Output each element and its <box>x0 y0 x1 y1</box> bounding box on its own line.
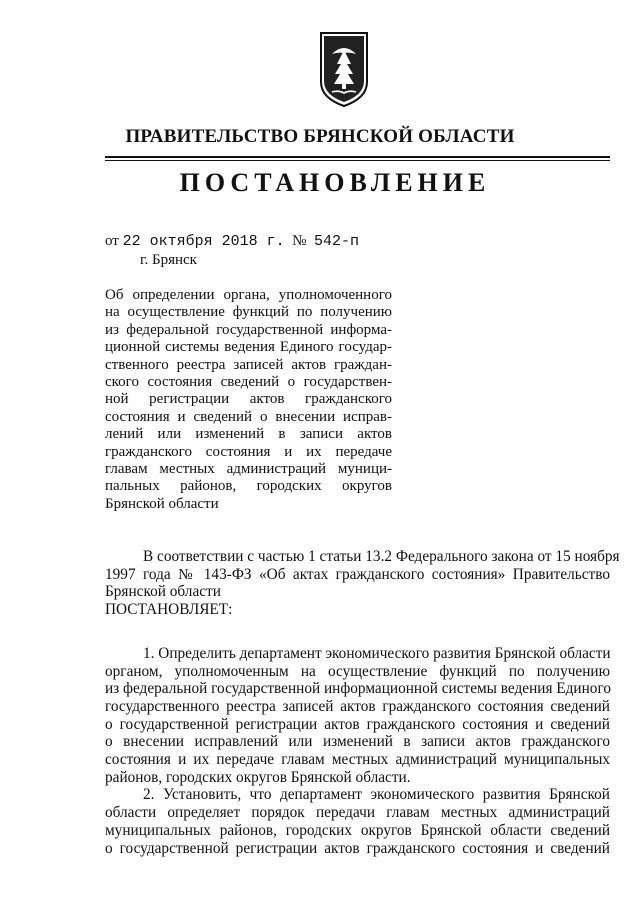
item1-line: о государственной регистрации актов гражданского состояния и сведений <box>105 715 610 733</box>
item1-line: районов, городских округов Брянской области. <box>105 768 411 786</box>
subject-line: гражданского состояния и их передаче <box>105 443 392 460</box>
item2-line: 2. Установить, что департамент экономического развития Брянской <box>143 786 610 804</box>
document-body <box>105 548 620 857</box>
header-divider-thin <box>105 160 610 161</box>
item1-line: государственного реестра записей актов гражданского состояния сведений <box>105 697 610 715</box>
item1-line: 1. Определить департамент экономического развития Брянской области <box>143 644 611 662</box>
subject-line: пальных районов, городских округов <box>105 478 392 495</box>
subject-line: ной регистрации актов гражданского <box>105 391 392 408</box>
preamble-line: 1997 года № 143-ФЗ «Об актах гражданского состояния» Правительство <box>105 565 610 583</box>
subject-line: ского состояния сведений о государствен- <box>105 374 392 391</box>
organization-title: ПРАВИТЕЛЬСТВО БРЯНСКОЙ ОБЛАСТИ <box>125 126 515 147</box>
coat-of-arms-emblem <box>318 30 370 108</box>
date-prefix: от <box>105 233 119 249</box>
subject-line: главам местных администраций муници- <box>105 461 392 478</box>
item1-line: из федеральной государственной информационной системы ведения Единого <box>105 680 611 698</box>
subject-line: ционной системы ведения Единого государ- <box>105 339 392 356</box>
subject-line: Об определении органа, уполномоченного <box>105 287 392 303</box>
item1-line: органом, уполномоченным на осуществление функций по получению <box>105 662 610 680</box>
document-subject <box>105 287 392 513</box>
date-line <box>105 233 359 250</box>
item1-line: состояния и их передаче главам местных администраций муниципальных <box>105 751 610 769</box>
header-divider <box>105 156 610 158</box>
item2-line: области определяет порядок передачи главам местных администраций <box>105 804 610 822</box>
item2-line: муниципальных районов, городских округов Брянской области сведений <box>105 821 610 839</box>
document-date: 22 октября 2018 г. <box>122 233 285 250</box>
subject-line: на осуществление функций по получению <box>105 304 392 321</box>
number-sign: № <box>292 233 307 249</box>
document-number: 542-п <box>313 233 359 250</box>
resolves-heading: ПОСТАНОВЛЯЕТ: <box>105 601 233 619</box>
subject-line: Брянской области <box>105 495 219 512</box>
subject-line: состояния и сведений о внесении исправ- <box>105 408 392 425</box>
subject-line: лений или изменений в записи актов <box>105 426 392 443</box>
preamble-line: В соответствии с частью 1 статьи 13.2 Федерального закона от 15 ноября <box>143 548 620 565</box>
subject-line: из федеральной государственной информа- <box>105 321 392 338</box>
item1-line: о внесении исправлений или изменений в записи актов гражданского <box>105 733 610 751</box>
preamble-line: Брянской области <box>105 583 221 601</box>
document-type-title: ПОСТАНОВЛЕНИЕ <box>179 168 491 197</box>
item2-line: о государственной регистрации актов гражданского состояния и сведений <box>105 839 610 857</box>
issue-city: г. Брянск <box>140 252 197 268</box>
subject-line: ственного реестра записей актов граждан- <box>105 356 392 373</box>
